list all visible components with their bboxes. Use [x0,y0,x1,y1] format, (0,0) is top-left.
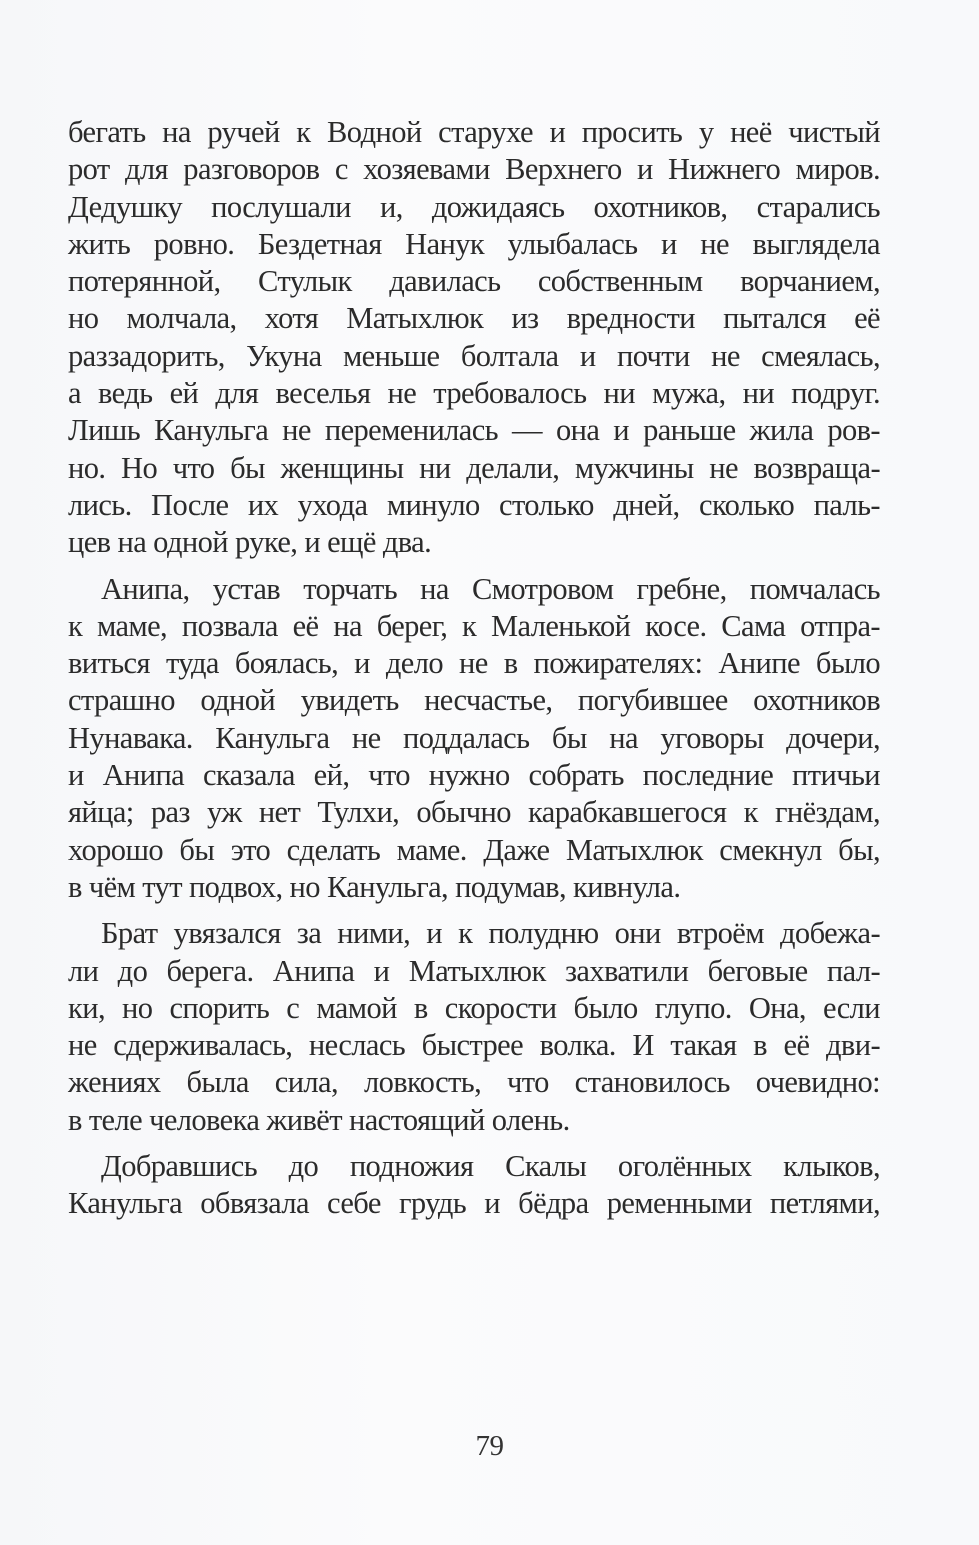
text-line: жениях была сила, ловкость, что становилось очевидно: [68,1065,880,1100]
text-line: бегать на ручей к Водной старухе и просить у неё чистый [68,115,880,149]
text-line: в теле человека живёт настоящий олень. [68,1102,570,1137]
text-line: а ведь ей для веселья не требовалось ни мужа, ни подруг. [68,376,880,411]
text-line: хорошо бы это сделать маме. Даже Матыхлюк смекнул бы, [68,832,880,867]
text-line: страшно одной увидеть несчастье, погубившее охотников [68,683,880,718]
text-line: к маме, позвала её на берег, к Маленькой косе. Сама отпра- [68,608,880,643]
text-line: рот для разговоров с хозяевами Верхнего и Нижнего миров. [68,152,880,187]
text-line: яйца; раз уж нет Тулхи, обычно карабкавшегося к гнёздам, [68,795,880,830]
text-line: но. Но что бы женщины ни делали, мужчины не возвраща- [68,450,880,485]
paragraph-spacing [68,1139,880,1148]
paragraph-1 [68,114,880,562]
paragraph-2 [68,571,880,907]
text-line: жить ровно. Бездетная Нанук улыбалась и не выглядела [68,226,880,261]
body-text [68,114,880,1223]
text-line: Анипа, устав торчать на Смотровом гребне, помчалась [101,571,880,606]
text-line: ки, но спорить с мамой в скорости было глупо. Она, если [68,990,880,1025]
text-line: Лишь Канульга не переменилась — она и раньше жила ров- [68,413,880,448]
text-line: но молчала, хотя Матыхлюк из вредности пытался её [68,301,880,336]
text-line: Нунавака. Канульга не поддалась бы на уговоры дочери, [68,720,880,755]
text-line: Дедушку послушали и, дожидаясь охотников, старались [68,189,880,224]
text-line: Брат увязался за ними, и к полудню они втроём добежа- [101,916,880,951]
text-line: и Анипа сказала ей, что нужно собрать последние птичьи [68,758,880,793]
text-line: виться туда боялась, и дело не в пожирателях: Анипе было [68,646,880,681]
text-line: не сдерживалась, неслась быстрее волка. И такая в её дви- [68,1028,880,1063]
text-line: Канульга обвязала себе грудь и бёдра ременными петлями, [68,1186,880,1221]
text-line: раззадорить, Укуна меньше болтала и почти не смеялась, [68,338,880,373]
text-line: потерянной, Стулык давилась собственным ворчанием, [68,264,880,299]
text-line: Добравшись до подножия Скалы оголённых клыков, [101,1149,880,1184]
text-line: ли до берега. Анипа и Матыхлюк захватили беговые пал- [68,953,880,988]
text-line: лись. После их ухода минуло столько дней, сколько паль- [68,487,880,522]
paragraph-spacing [68,562,880,571]
paragraph-spacing [68,906,880,915]
paragraph-4 [68,1148,880,1223]
text-line: в чём тут подвох, но Канульга, подумав, кивнула. [68,869,681,904]
text-line: цев на одной руке, и ещё два. [68,525,432,560]
paragraph-3 [68,915,880,1139]
page-number: 79 [475,1430,504,1462]
